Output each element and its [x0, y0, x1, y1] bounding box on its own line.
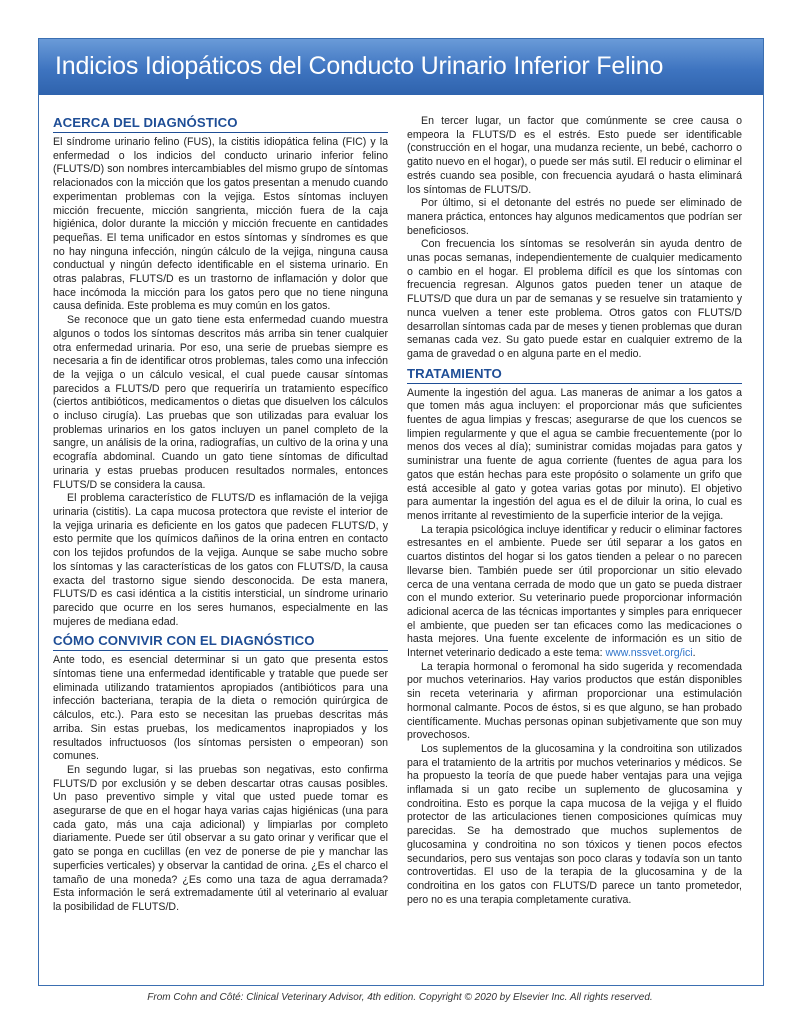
living-paragraph-2: En segundo lugar, si las pruebas son negativas, esto confirma FLUTS/D por exclusión y se deben descartar otras causas posibles. Un paso preventivo simple y vital que usted puede tomar es asegurarse de que en el hogar haya varias cajas higiénicas (una para cada gato, más una caja adicional) y limpiarlas por completo diariamente. Puede ser útil observar a su gato orinar y verificar que el gato se ponga en cuclillas (en vez de ponerse de pie y manchar las superficies verticales) y observar la cantidad de orina. ¿Es el charco el tamaño de una moneda? ¿Es como una taza de agua derramada? Esta información le será extremadamente útil al veterinario al evaluar la posibilidad de FLUTS/D.: [53, 763, 388, 913]
living-paragraph-5: Con frecuencia los síntomas se resolverán sin ayuda dentro de unas pocas semanas, independientemente de cualquier medicamento o cambio en el hogar. El problema difícil es que los síntomas con frecuencia regresan. Algunos gatos pueden tener un ataque de FLUTS/D que dura un par de semanas y se resuelve sin tratamiento y nunca vuelven a tener este problema. Otros gatos con FLUTS/D desarrollan síntomas cada par de meses y tienen problemas que duran semanas cada vez. Su gato puede estar en cualquier extremo de la gama de gravedad o en alguna parte en el medio.: [407, 238, 742, 360]
treatment-paragraph-4: Los suplementos de la glucosamina y la condroitina son utilizados para el tratamiento de la artritis por muchos veterinarios y médicos. Se ha propuesto la teoría de que puede haber ventajas para una vejiga inflamada si un gato recibe un suplemento de glucosamina y condroitina. Esto es porque la capa mucosa de la vejiga y el fluido protector de las articulaciones tienen composiciones químicas muy parecidas. Se ha demostrado que muchos suplementos de glucosamina y condroitina no son tóxicos y tienen pocos efectos secundarios, pero sus ventajas son poco claras y todavía son un tanto controvertidas. El uso de la terapia de la glucosamina y de la condroitina en los gatos con FLUTS/D parece un tanto prometedor, pero no es una terapia completamente curativa.: [407, 742, 742, 906]
living-paragraph-1: Ante todo, es esencial determinar si un gato que presenta estos síntomas tiene una enfermedad identificable y tratable que puede ser eliminada utilizando tratamientos apropiados (antibióticos para una infección bacteriana, terapia de la dieta o remoción quirúrgica de cálculos, etc.). Para esto se necesitan las pruebas descritas más arriba. Sin estas pruebas, los medicamentos inapropiados y los resultados infructuosos (los síntomas persisten o empeoran) son comunes.: [53, 654, 388, 763]
treatment-paragraph-2: [407, 524, 742, 661]
living-paragraph-3: En tercer lugar, un factor que comúnmente se cree causa o empeora la FLUTS/D es el estrés. Esto puede ser identificable (construcción en el hogar, una mudanza reciente, un bebé, cachorro o gatito nuevo en el hogar), o puede ser más sutil. El reducir o eliminar el estrés cuando sea posible, con frecuencia ayudará o hasta eliminará los síntomas de FLUTS/D.: [407, 115, 742, 196]
page-frame: [38, 38, 764, 986]
copyright-footer: From Cohn and Côté: Clinical Veterinary Advisor, 4th edition. Copyright © 2020 by Elsevier Inc. All rights reserved.: [147, 992, 653, 1003]
treatment-paragraph-2-end: .: [692, 647, 696, 660]
section-heading-about: ACERCA DEL DIAGNÓSTICO: [53, 115, 388, 133]
section-heading-treatment: TRATAMIENTO: [407, 366, 742, 384]
page-title: Indicios Idiopáticos del Conducto Urinario Inferior Felino: [55, 52, 664, 80]
about-paragraph-2: Se reconoce que un gato tiene esta enfermedad cuando muestra algunos o todos los síntomas descritos más arriba sin tener cualquier otra enfermedad urinaria. Por eso, una serie de pruebas siempre es necesaria a fin de identificar otros problemas, tales como una infección de la vejiga o un cálculo vesical, el cual puede causar síntomas parecidos a FLUTS/D pero que requeriría un tratamiento específico (ciertos antibióticos, medicamentos o dietas que disuelven los cálculos o incluso cirugía). Las pruebas que son utilizadas para evaluar los problemas urinarios en los gatos incluyen un panel completo de la sangre, un análisis de la orina, radiografías, un cultivo de la orina y una ecografía abdominal. Cuando un gato tiene síntomas de dificultad urinaria y estas pruebas producen resultados normales, entonces FLUTS/D se considera la causa.: [53, 314, 388, 491]
about-paragraph-1: El síndrome urinario felino (FUS), la cistitis idiopática felina (FIC) y la enfermedad o los indicios del conducto urinario inferior felino (FLUTS/D) son nombres intercambiables del mismo grupo de síntomas relacionados con la micción que los gatos presentan a menudo cuando experimentan problemas con la vejiga. Estos síntomas incluyen micción frecuente, micción sangrienta, micción fuera de la caja higiénica, dolor durante la micción y micción frecuente en cantidades pequeñas. El tema unificador en estos síntomas y síndromes es que no hay ninguna infección, ningún cálculo de la vejiga, ninguna causa conductual y ningún defecto identificable en el sistema urinario. En otras palabras, FLUTS/D es un trastorno de inflamación y dolor que hace incómoda la micción para los gatos pero que no tiene ninguna causa definida. Este problema es muy común en los gatos.: [53, 136, 388, 313]
section-heading-living: CÓMO CONVIVIR CON EL DIAGNÓSTICO: [53, 633, 388, 651]
nssvet-link[interactable]: www.nssvet.org/ici: [605, 647, 693, 660]
about-paragraph-3: El problema característico de FLUTS/D es inflamación de la vejiga urinaria (cistitis). La capa mucosa protectora que reviste el interior de la vejiga urinaria es deficiente en los gatos que padecen FLUTS/D, y esto permite que los químicos dañinos de la orina entren en contacto con los tejidos profundos de la vejiga. Aunque se sabe mucho sobre los síntomas y las características de los gatos con FLUTS/D, la causa exacta del trastorno sigue siendo desconocida. De esta manera, FLUTS/D es casi idéntica a la cistitis intersticial, un síndrome urinario parecido que ocurre en los seres humanos, especialmente en las mujeres de mediana edad.: [53, 492, 388, 628]
treatment-paragraph-2-text: La terapia psicológica incluye identificar y reducir o eliminar factores estresantes en el ambiente. Puede ser útil separar a los gatos en cuartos distintos del hogar si los gatos tienden a pelear o no parecen llevarse bien. También puede ser útil proporcionar un sitio elevado cerca de una ventana cerrada de modo que un gato se pueda distraer con el mundo exterior. Su veterinario puede proporcionar información adicional acerca de las técnicas importantes y simples para enriquecer el ambiente, que pueden ser tan eficaces como las medicaciones o hasta mejores. Una fuente excelente de información es un sitio de Internet veterinario dedicado a este tema:: [407, 523, 742, 660]
living-paragraph-4: Por último, si el detonante del estrés no puede ser eliminado de manera práctica, entonces hay algunos medicamentos que podrían ser beneficiosos.: [407, 197, 742, 237]
treatment-paragraph-3: La terapia hormonal o feromonal ha sido sugerida y recomendada por muchos veterinarios. Hay varios productos que están disponibles sin receta veterinaria y afirman proporcionar una estimulación hormonal calmante. Pocos de éstos, si es que alguno, se han probado científicamente. Muchas personas opinan subjetivamente que son muy provechosos.: [407, 660, 742, 742]
right-column: [407, 115, 742, 907]
treatment-paragraph-1: Aumente la ingestión del agua. Las maneras de animar a los gatos a que tomen más agua incluyen: el proporcionar más que suficientes fuentes de agua limpias y frescas; asegurarse de que los cuencos se limpien regularmente y que el agua se cambie frecuentemente (por lo menos dos veces al día); suministrar comidas mojadas para gatos y suministrar una fuente de agua corriente (fuentes de agua para los gatos que están hechas para este propósito o solamente un grifo que está accesible al gato y gotea varias gotas por minuto). El objetivo para aumentar la ingestión del agua es el de diluir la orina, lo cual es menos irritante al revestimiento de la superficie interior de la vejiga.: [407, 386, 742, 522]
left-column: [53, 115, 388, 915]
title-banner: [39, 39, 763, 95]
